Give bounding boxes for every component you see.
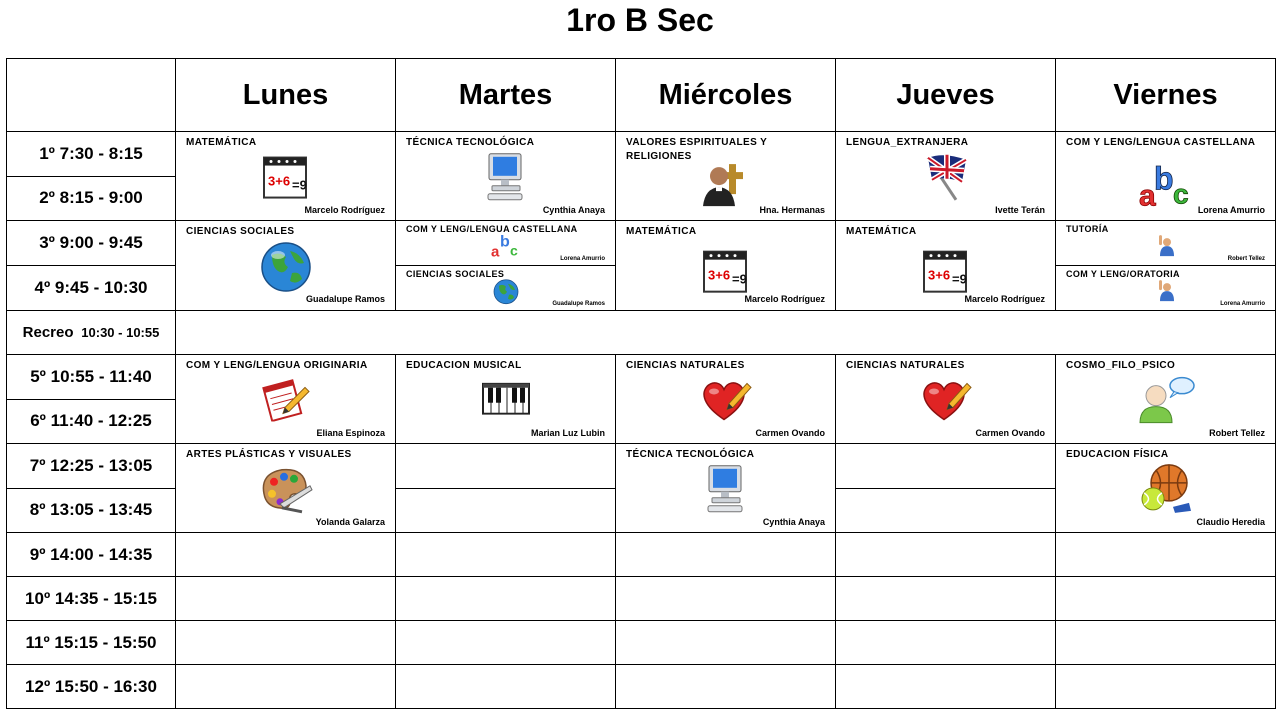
table-row <box>7 577 1276 621</box>
class-cell[interactable] <box>836 132 1056 221</box>
day-header: Viernes <box>1056 59 1276 132</box>
empty-cell <box>836 488 1056 533</box>
table-row <box>7 444 1276 489</box>
empty-cell <box>836 444 1056 489</box>
class-cell[interactable] <box>396 355 616 444</box>
day-header: Jueves <box>836 59 1056 132</box>
class-cell[interactable] <box>616 355 836 444</box>
table-row <box>7 621 1276 665</box>
time-slot: 2º 8:15 - 9:00 <box>7 176 176 221</box>
teacher-label: Eliana Espinoza <box>316 428 385 438</box>
subject-label: MATEMÁTICA <box>186 137 257 148</box>
empty-cell <box>1056 665 1276 709</box>
svg-text:b: b <box>499 233 510 251</box>
class-cell[interactable] <box>1056 221 1276 266</box>
table-row <box>7 355 1276 400</box>
class-cell[interactable] <box>616 221 836 311</box>
class-cell[interactable] <box>1056 266 1276 311</box>
time-slot: 9º 14:00 - 14:35 <box>7 533 176 577</box>
heart-pencil-icon <box>919 377 973 426</box>
empty-cell <box>836 665 1056 709</box>
empty-cell <box>1056 577 1276 621</box>
uk-flag-icon <box>922 152 970 207</box>
class-cell[interactable] <box>616 132 836 221</box>
empty-cell <box>396 665 616 709</box>
student-raising-hand-icon <box>1155 233 1177 262</box>
teacher-label: Robert Tellez <box>1209 428 1265 438</box>
subject-label: CIENCIAS NATURALES <box>626 360 745 371</box>
student-raising-hand-icon <box>1155 278 1177 307</box>
abc-icon <box>491 232 521 265</box>
subject-label: LENGUA_EXTRANJERA <box>846 137 969 148</box>
time-slot: 1º 7:30 - 8:15 <box>7 132 176 177</box>
day-header: Miércoles <box>616 59 836 132</box>
day-header: Martes <box>396 59 616 132</box>
empty-cell <box>176 533 396 577</box>
empty-cell <box>176 577 396 621</box>
header-row <box>7 59 1276 132</box>
empty-cell <box>176 665 396 709</box>
class-cell[interactable] <box>836 355 1056 444</box>
teacher-label: Lorena Amurrio <box>1220 301 1265 307</box>
teacher-label: Carmen Ovando <box>755 428 825 438</box>
subject-label: VALORES ESPIRITUALES Y RELIGIONES <box>626 137 768 162</box>
priest-cross-icon <box>699 160 753 213</box>
teacher-label: Marian Luz Lubin <box>531 428 605 438</box>
empty-cell <box>396 444 616 489</box>
time-slot: 12º 15:50 - 16:30 <box>7 665 176 709</box>
svg-text:=9: =9 <box>731 271 747 287</box>
time-slot: 6º 11:40 - 12:25 <box>7 399 176 444</box>
teacher-label: Marcelo Rodríguez <box>744 294 825 304</box>
subject-label: COM Y LENG/LENGUA ORIGINARIA <box>186 360 368 371</box>
subject-label: CIENCIAS SOCIALES <box>406 269 505 279</box>
empty-cell <box>1056 621 1276 665</box>
time-slot: 4º 9:45 - 10:30 <box>7 266 176 311</box>
teacher-label: Hna. Hermanas <box>759 205 825 215</box>
class-cell[interactable] <box>1056 132 1276 221</box>
svg-text:=9: =9 <box>951 271 967 287</box>
svg-text:a: a <box>1138 179 1156 213</box>
table-row <box>7 665 1276 709</box>
subject-label: TUTORÍA <box>1066 224 1109 234</box>
math-calendar-icon <box>261 154 311 205</box>
empty-cell <box>616 621 836 665</box>
svg-text:a: a <box>490 243 499 261</box>
heart-pencil-icon <box>699 377 753 426</box>
math-calendar-icon <box>701 248 751 299</box>
svg-text:b: b <box>1153 160 1174 197</box>
svg-text:c: c <box>1172 178 1189 210</box>
teacher-label: Guadalupe Ramos <box>305 294 385 304</box>
teacher-label: Robert Tellez <box>1227 256 1265 262</box>
empty-cell <box>836 621 1056 665</box>
abc-icon <box>1137 159 1195 218</box>
subject-label: COM Y LENG/LENGUA CASTELLANA <box>1066 137 1256 148</box>
teacher-label: Carmen Ovando <box>975 428 1045 438</box>
class-cell[interactable] <box>1056 355 1276 444</box>
empty-cell <box>396 488 616 533</box>
class-cell[interactable] <box>1056 444 1276 533</box>
empty-cell <box>176 621 396 665</box>
teacher-label: Cynthia Anaya <box>542 205 605 215</box>
svg-text:=9: =9 <box>291 177 307 193</box>
table-row <box>7 132 1276 177</box>
subject-label: MATEMÁTICA <box>846 226 917 237</box>
table-row <box>7 311 1276 355</box>
teacher-label: Marcelo Rodríguez <box>304 205 385 215</box>
subject-label: COM Y LENG/LENGUA CASTELLANA <box>406 224 578 234</box>
empty-cell <box>396 533 616 577</box>
recess-slot: Recreo 10:30 - 10:55 <box>7 311 176 355</box>
teacher-label: Claudio Heredia <box>1196 517 1265 527</box>
svg-text:c: c <box>509 242 518 259</box>
notepad-pencil-icon <box>261 377 311 426</box>
schedule-table <box>6 58 1276 709</box>
table-row <box>7 221 1276 266</box>
subject-label: COSMO_FILO_PSICO <box>1066 360 1176 371</box>
empty-cell <box>1056 533 1276 577</box>
page-title: 1ro B Sec <box>566 2 714 38</box>
computer-icon <box>484 152 528 207</box>
teacher-label: Guadalupe Ramos <box>552 301 605 307</box>
subject-label: TÉCNICA TECNOLÓGICA <box>626 449 755 460</box>
teacher-label: Lorena Amurrio <box>1197 205 1265 215</box>
globe-icon <box>493 279 519 310</box>
palette-icon <box>258 464 314 519</box>
subject-label: CIENCIAS SOCIALES <box>186 226 295 237</box>
time-slot: 11º 15:15 - 15:50 <box>7 621 176 665</box>
recess-cell <box>176 311 1276 355</box>
empty-cell <box>836 533 1056 577</box>
subject-label: EDUCACION MUSICAL <box>406 360 522 371</box>
teacher-label: Lorena Amurrio <box>560 256 605 262</box>
class-cell[interactable] <box>396 132 616 221</box>
time-slot: 7º 12:25 - 13:05 <box>7 444 176 489</box>
teacher-label: Marcelo Rodríguez <box>964 294 1045 304</box>
empty-cell <box>396 621 616 665</box>
empty-cell <box>616 577 836 621</box>
subject-label: ARTES PLÁSTICAS Y VISUALES <box>186 449 352 460</box>
math-calendar-icon <box>921 248 971 299</box>
subject-label: EDUCACION FÍSICA <box>1066 449 1169 460</box>
class-cell[interactable] <box>176 355 396 444</box>
corner-cell <box>7 59 176 132</box>
subject-label: CIENCIAS NATURALES <box>846 360 965 371</box>
subject-label: TÉCNICA TECNOLÓGICA <box>406 137 535 148</box>
subject-label: MATEMÁTICA <box>626 226 697 237</box>
teacher-label: Cynthia Anaya <box>762 517 825 527</box>
time-slot: 3º 9:00 - 9:45 <box>7 221 176 266</box>
teacher-label: Ivette Terán <box>995 205 1045 215</box>
empty-cell <box>616 665 836 709</box>
table-row <box>7 533 1276 577</box>
class-cell[interactable] <box>396 266 616 311</box>
globe-icon <box>260 241 312 298</box>
class-cell[interactable] <box>836 221 1056 311</box>
empty-cell <box>836 577 1056 621</box>
class-cell[interactable] <box>176 221 396 311</box>
svg-text:3+6: 3+6 <box>267 173 290 189</box>
time-slot: 8º 13:05 - 13:45 <box>7 488 176 533</box>
svg-text:3+6: 3+6 <box>927 267 950 283</box>
sports-balls-icon <box>1139 463 1193 520</box>
class-cell[interactable] <box>616 444 836 533</box>
empty-cell <box>396 577 616 621</box>
time-slot: 5º 10:55 - 11:40 <box>7 355 176 400</box>
day-header: Lunes <box>176 59 396 132</box>
person-speech-icon <box>1136 376 1196 429</box>
time-slot: 10º 14:35 - 15:15 <box>7 577 176 621</box>
empty-cell <box>616 533 836 577</box>
subject-label: COM Y LENG/ORATORIA <box>1066 269 1180 279</box>
svg-text:3+6: 3+6 <box>707 267 730 283</box>
class-cell[interactable] <box>396 221 616 266</box>
computer-icon <box>704 464 748 519</box>
piano-icon <box>482 383 530 420</box>
teacher-label: Yolanda Galarza <box>315 517 385 527</box>
class-cell[interactable] <box>176 444 396 533</box>
class-cell[interactable] <box>176 132 396 221</box>
